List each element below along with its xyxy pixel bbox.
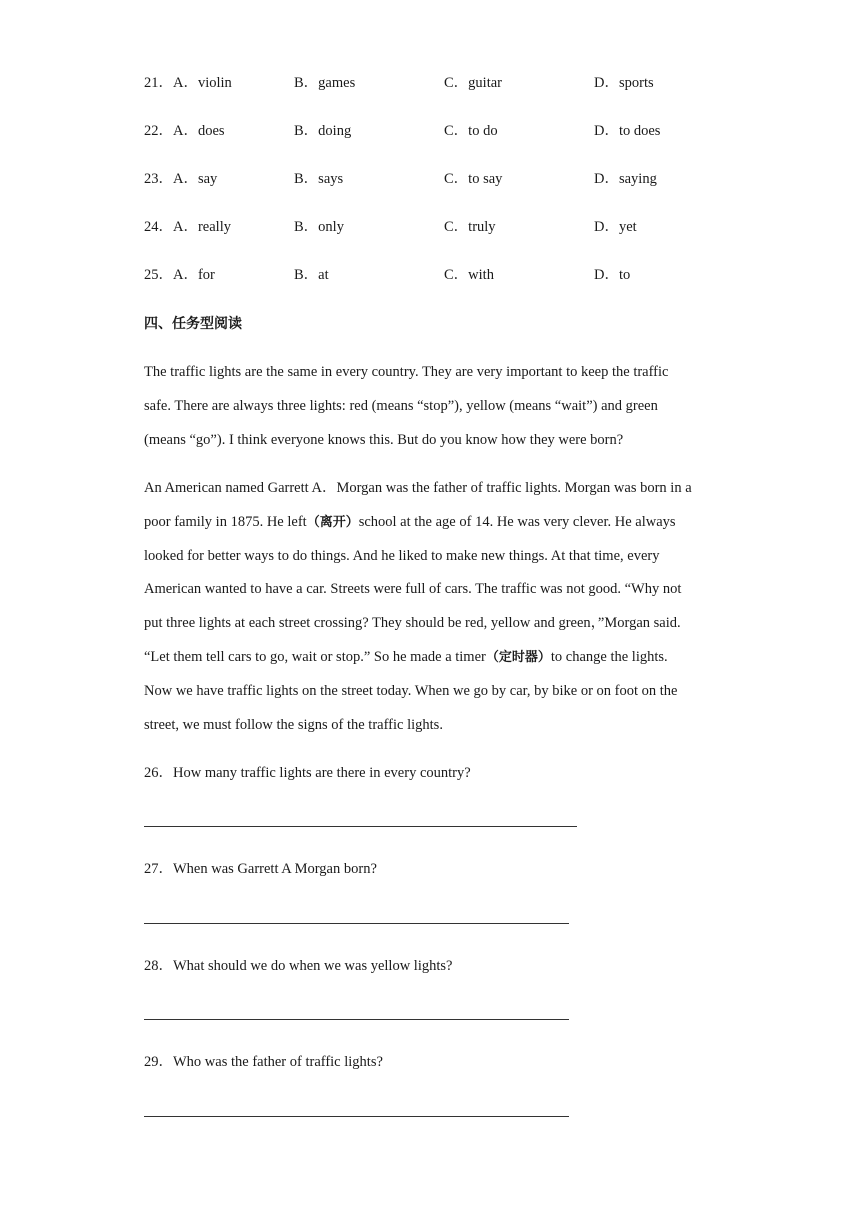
option-d: D．to (594, 267, 631, 283)
answer-line-26[interactable] (144, 826, 577, 827)
passage-text: to change the lights. (550, 648, 668, 665)
option-d: D．saying (594, 171, 657, 187)
passage-line: (means “go”). I think everyone knows this. But do you know how they were born? (144, 432, 624, 448)
option-c: C．to do (444, 123, 498, 139)
answer-line-29[interactable] (144, 1116, 569, 1117)
answer-line-27[interactable] (144, 923, 569, 924)
option-c: C．guitar (444, 75, 502, 91)
question-26: 26．How many traffic lights are there in every country? (144, 765, 471, 781)
option-a: 25．A．for (144, 267, 215, 283)
passage-line: The traffic lights are the same in every country. They are very important to keep the traffic (144, 364, 669, 380)
passage-paragraph-2 (144, 478, 724, 748)
answer-line-28[interactable] (144, 1019, 569, 1020)
passage-line: American wanted to have a car. Streets were full of cars. The traffic was not good. “Why not (144, 581, 682, 598)
mc-row-24 (144, 217, 744, 237)
passage-line: safe. There are always three lights: red (means “stop”), yellow (means “wait”) and green (144, 398, 658, 414)
passage-text: poor family in 1875. He left (144, 513, 307, 530)
passage-line: put three lights at each street crossing? They should be red, yellow and green，”Morgan said. (144, 615, 681, 632)
gloss-text: （离开） (306, 514, 359, 530)
mc-row-23 (144, 169, 744, 189)
question-28: 28．What should we do when we was yellow lights? (144, 958, 453, 974)
option-a: 24．A．really (144, 219, 231, 235)
passage-paragraph-1 (144, 362, 724, 464)
option-b: B．only (294, 219, 344, 235)
option-d: D．sports (594, 75, 654, 91)
passage-line (144, 647, 724, 681)
option-b: B．says (294, 171, 344, 187)
option-b: B．doing (294, 123, 352, 139)
option-b: B．at (294, 267, 329, 283)
passage-line: street, we must follow the signs of the traffic lights. (144, 716, 443, 733)
option-a: 23．A．say (144, 171, 218, 187)
passage-text: “Let them tell cars to go, wait or stop.” So he made a timer (144, 648, 486, 665)
option-d: D．to does (594, 123, 661, 139)
mc-row-21 (144, 73, 744, 93)
passage-line: An American named Garrett A．Morgan was the father of traffic lights. Morgan was born in a (144, 480, 692, 496)
passage-text: school at the age of 14. He was very clever. He always (358, 513, 676, 530)
question-29: 29．Who was the father of traffic lights? (144, 1054, 383, 1070)
passage-line: looked for better ways to do things. And he liked to make new things. At that time, every (144, 547, 660, 564)
passage-line: Now we have traffic lights on the street today. When we go by car, by bike or on foot on the (144, 682, 678, 699)
option-a: 22．A．does (144, 123, 225, 139)
mc-row-25 (144, 265, 744, 285)
option-c: C．to say (444, 171, 503, 187)
option-d: D．yet (594, 219, 637, 235)
gloss-text: （定时器） (485, 649, 551, 665)
option-c: C．with (444, 267, 494, 283)
option-b: B．games (294, 75, 356, 91)
section-title: 四、任务型阅读 (144, 316, 242, 332)
passage-line (144, 512, 724, 546)
mc-row-22 (144, 121, 744, 141)
option-a: 21．A．violin (144, 75, 232, 91)
option-c: C．truly (444, 219, 496, 235)
question-27: 27．When was Garrett A Morgan born? (144, 861, 377, 877)
